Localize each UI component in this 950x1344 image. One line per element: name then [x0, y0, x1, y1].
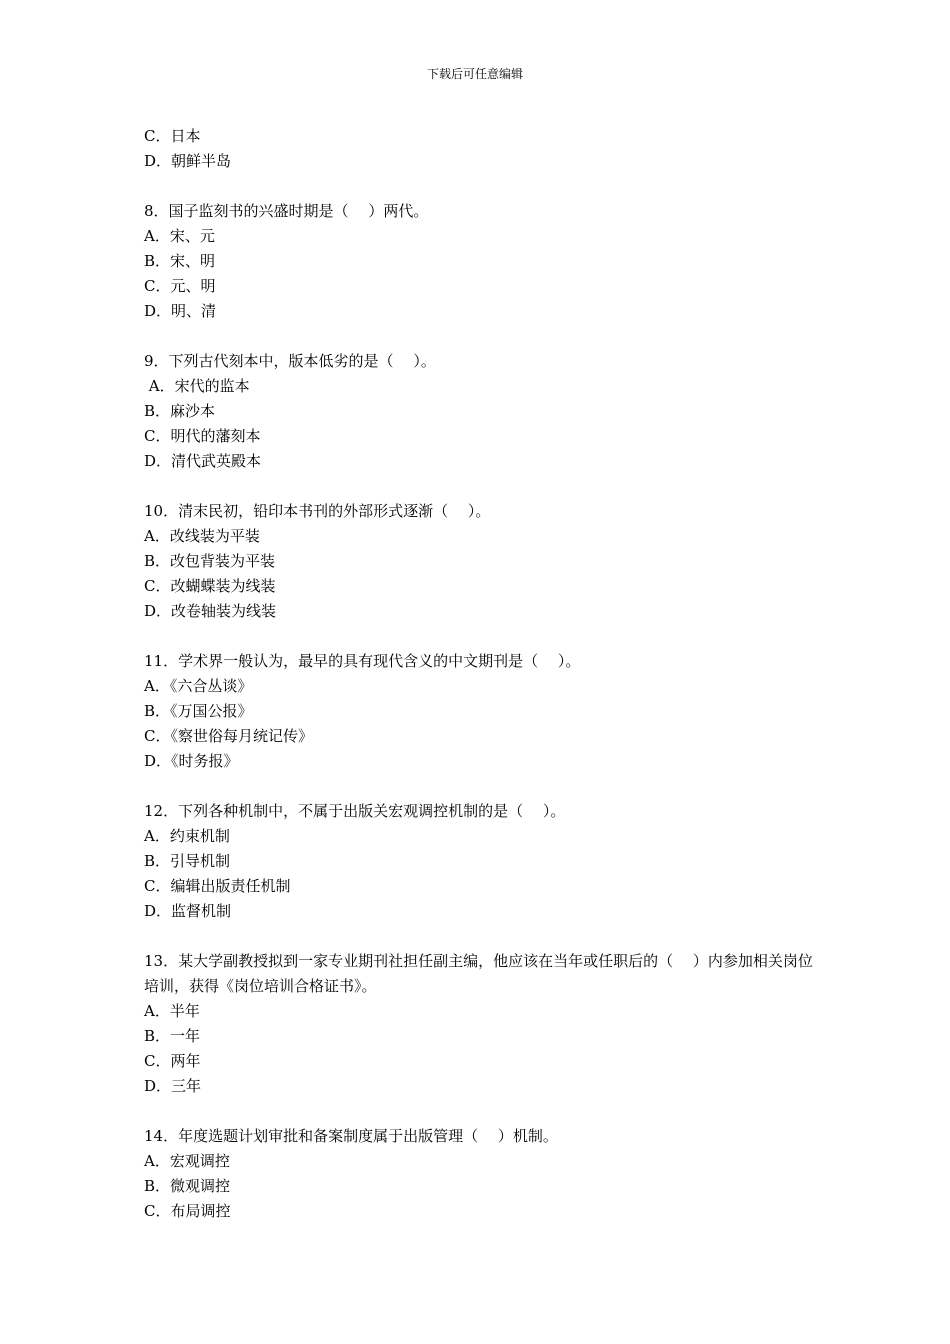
question-block-10	[144, 499, 814, 624]
option-a: A．《六合丛谈》	[144, 677, 253, 695]
option-b: B．改包背装为平装	[144, 552, 276, 570]
option-c: C．《察世俗每月统记传》	[144, 727, 313, 745]
option-c: C．编辑出版责任机制	[144, 877, 291, 895]
option-d: D．《时务报》	[144, 752, 239, 770]
option-a: A．宋代的监本	[144, 377, 250, 395]
option-b: B．《万国公报》	[144, 702, 253, 720]
question-text: 10．清末民初，铅印本书刊的外部形式逐渐（ ）。	[144, 502, 491, 520]
option-a: A．宋、元	[144, 227, 215, 245]
option-a: A．改线装为平装	[144, 527, 260, 545]
question-text: 13．某大学副教授拟到一家专业期刊社担任副主编，他应该在当年或任职后的（ ）内参加相关岗位培训，获得《岗位培训合格证书》。	[144, 952, 813, 995]
option-c: C．明代的藩刻本	[144, 427, 261, 445]
option-d: D．朝鲜半岛	[144, 152, 232, 170]
question-text: 14．年度选题计划审批和备案制度属于出版管理（ ）机制。	[144, 1127, 558, 1145]
option-d: D．三年	[144, 1077, 202, 1095]
question-text: 9．下列古代刻本中，版本低劣的是（ ）。	[144, 352, 436, 370]
option-b: B．宋、明	[144, 252, 216, 270]
question-block-7-continued	[144, 124, 814, 174]
option-c: C．布局调控	[144, 1202, 231, 1220]
question-block-11	[144, 649, 814, 774]
question-block-13	[144, 949, 814, 1099]
question-block-12	[144, 799, 814, 924]
option-a: A．宏观调控	[144, 1152, 230, 1170]
option-c: C．改蝴蝶装为线装	[144, 577, 276, 595]
option-d: D．明、清	[144, 302, 217, 320]
page-header: 下载后可任意编辑	[426, 67, 523, 81]
option-c: C．两年	[144, 1052, 201, 1070]
option-c: C．元、明	[144, 277, 216, 295]
question-text: 8．国子监刻书的兴盛时期是（ ）两代。	[144, 202, 429, 220]
option-b: B．微观调控	[144, 1177, 231, 1195]
question-block-9	[144, 349, 814, 474]
option-d: D．清代武英殿本	[144, 452, 262, 470]
question-block-8	[144, 199, 814, 324]
option-c: C．日本	[144, 127, 201, 145]
question-block-14	[144, 1124, 814, 1224]
option-b: B．一年	[144, 1027, 201, 1045]
question-list	[144, 124, 814, 1249]
question-text: 12．下列各种机制中，不属于出版关宏观调控机制的是（ ）。	[144, 802, 566, 820]
option-a: A．约束机制	[144, 827, 230, 845]
option-b: B．引导机制	[144, 852, 231, 870]
option-d: D．监督机制	[144, 902, 232, 920]
option-b: B．麻沙本	[144, 402, 216, 420]
option-d: D．改卷轴装为线装	[144, 602, 277, 620]
option-a: A．半年	[144, 1002, 200, 1020]
question-text: 11．学术界一般认为，最早的具有现代含义的中文期刊是（ ）。	[144, 652, 581, 670]
